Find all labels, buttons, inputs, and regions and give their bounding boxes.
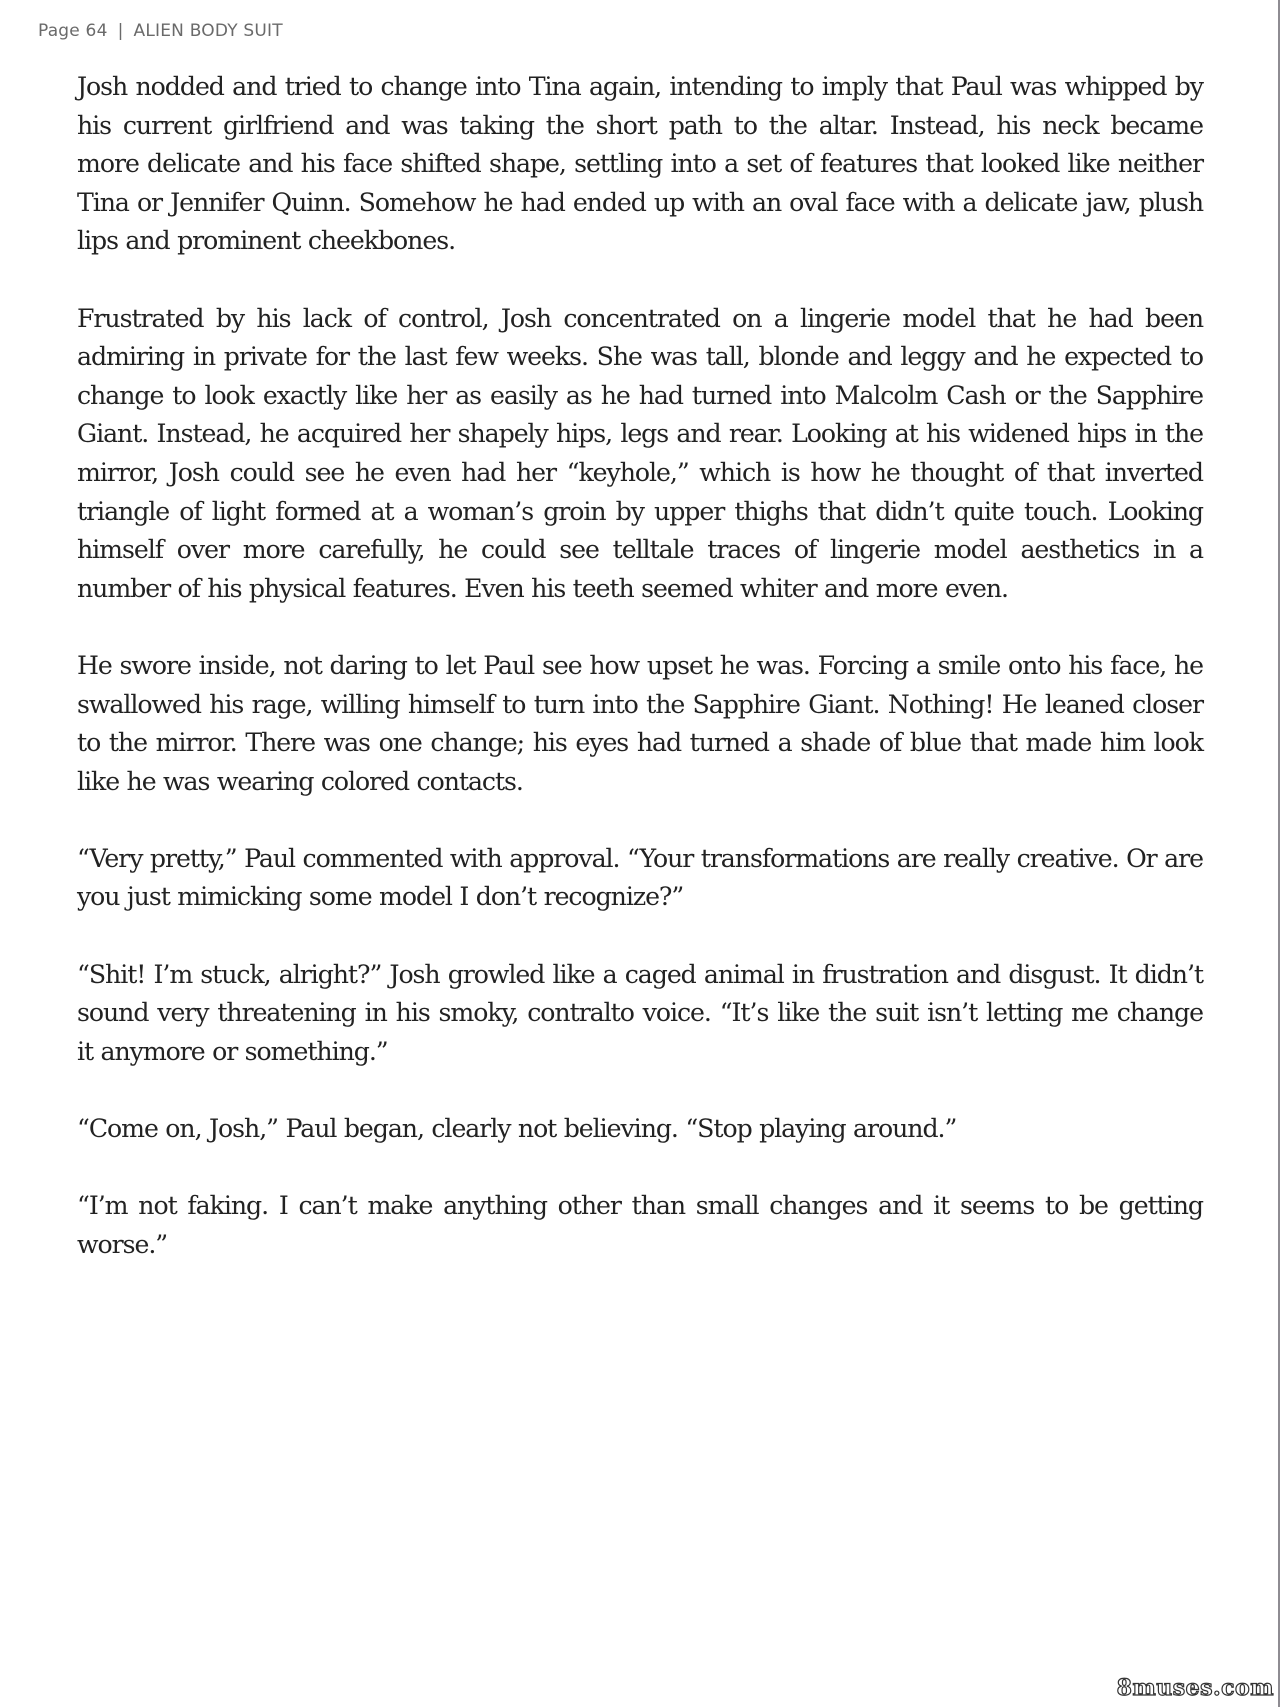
page-body xyxy=(77,68,1203,1303)
paragraph: “Shit! I’m stuck, alright?” Josh growled like a caged animal in frustration and disgust. It didn’t sound very threatening in his smoky, contralto voice. “It’s like the suit isn’t letting me change it anymore or something.” xyxy=(77,959,1203,1066)
watermark: 8muses.com xyxy=(1116,1675,1274,1701)
paragraph: Frustrated by his lack of control, Josh concentrated on a lingerie model that he had been admiring in private for the last few weeks. She was tall, blonde and leggy and he expected to change to look exactly like her as easily as he had turned into Malcolm Cash or the Sapphire Giant. Instead, he acquired her shapely hips, legs and rear. Looking at his widened hips in the mirror, Josh could see he even had her “keyhole,” which is how he thought of that inverted triangle of light formed at a woman’s groin by upper thighs that didn’t quite touch. Looking himself over more carefully, he could see telltale traces of lingerie model aesthetics in a number of his physical features. Even his teeth seemed whiter and more even. xyxy=(77,303,1203,603)
paragraph: “Very pretty,” Paul commented with approval. “Your transformations are really creative. Or are you just mimicking some model I don’t recognize?” xyxy=(77,843,1203,912)
paragraph: “I’m not faking. I can’t make anything other than small changes and it seems to be getting worse.” xyxy=(77,1191,1203,1259)
header-separator: | xyxy=(117,21,124,41)
page-number: Page 64 xyxy=(38,21,108,41)
paragraph: Josh nodded and tried to change into Tina again, intending to imply that Paul was whipped by his current girlfriend and was taking the short path to the altar. Instead, his neck became more delicate and his face shifted shape, settling into a set of features that looked like neither Tina or Jennifer Quinn. Somehow he had ended up with an oval face with a delicate jaw, plush lips and prominent cheekbones. xyxy=(77,72,1203,256)
paragraph: He swore inside, not daring to let Paul see how upset he was. Forcing a smile onto his face, he swallowed his rage, willing himself to turn into the Sapphire Giant. Nothing! He leaned closer to the mirror. There was one change; his eyes had turned a shade of blue that made him look like he was wearing colored contacts. xyxy=(77,650,1203,796)
running-header xyxy=(38,21,283,41)
paragraph: “Come on, Josh,” Paul began, clearly not believing. “Stop playing around.” xyxy=(77,1114,957,1144)
book-title: ALIEN BODY SUIT xyxy=(133,21,283,41)
